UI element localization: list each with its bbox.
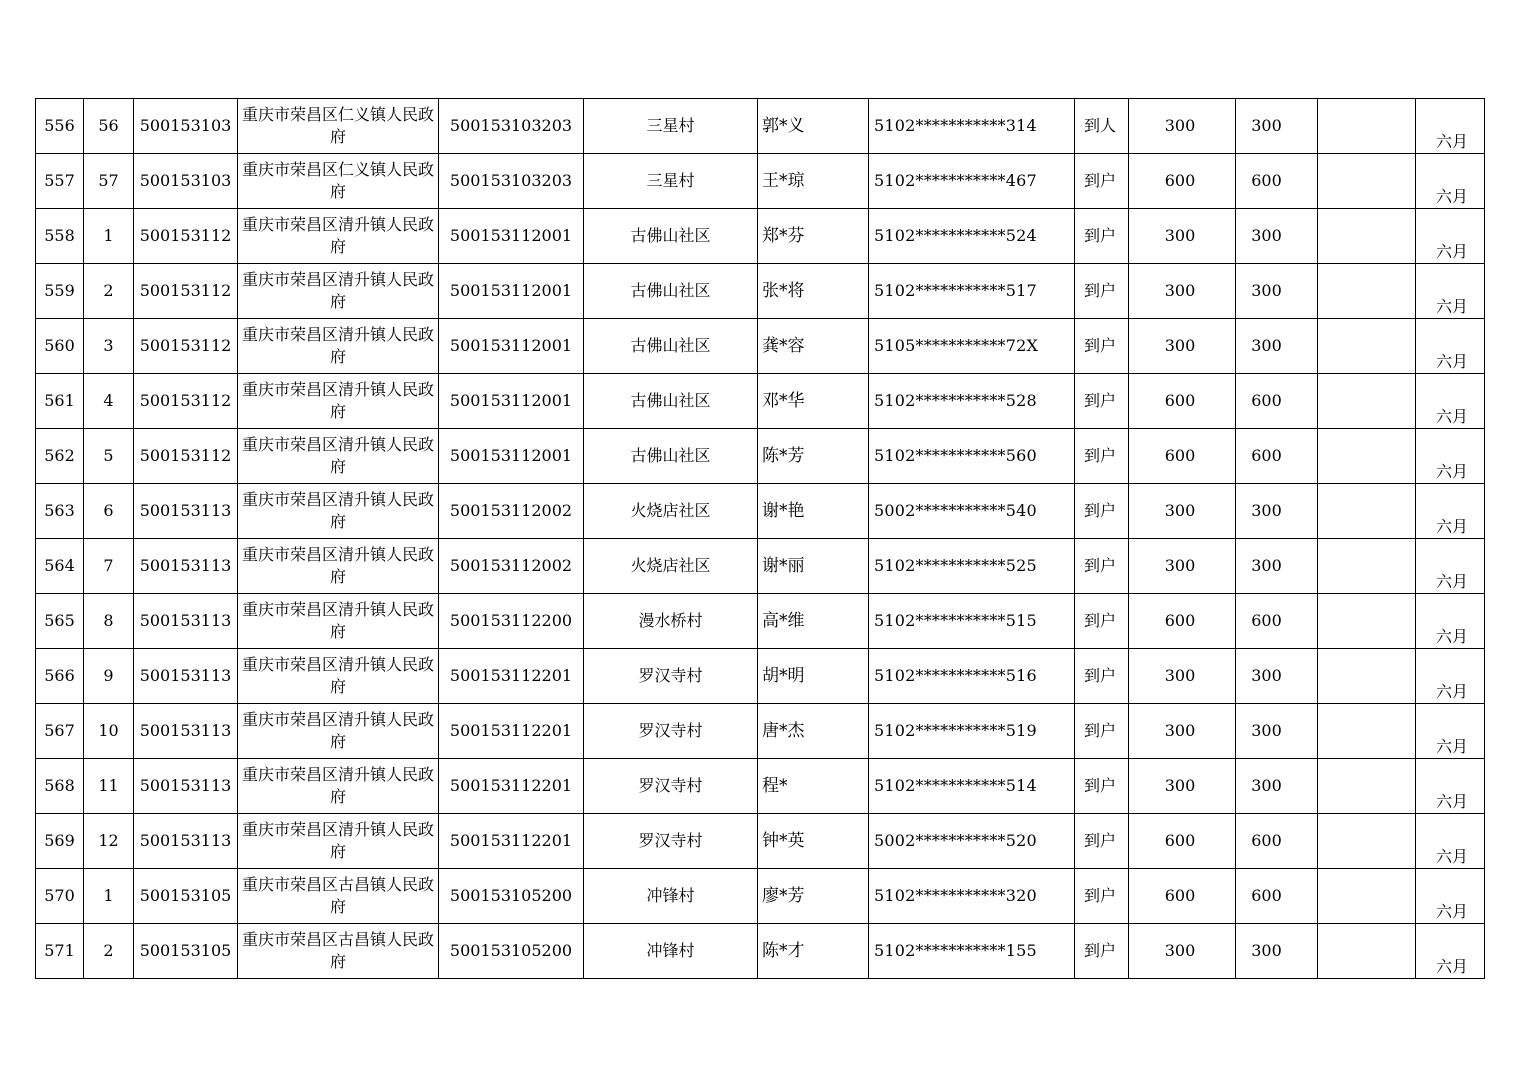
- organization-cell: 重庆市荣昌区古昌镇人民政府: [238, 869, 439, 924]
- person-name-cell: 谢*艳: [758, 484, 869, 539]
- village-code-cell: 500153103203: [439, 154, 584, 209]
- organization-cell: 重庆市荣昌区清升镇人民政府: [238, 209, 439, 264]
- sub-number-cell: 2: [84, 924, 134, 979]
- month-cell: 六月: [1416, 319, 1485, 374]
- org-code-cell: 500153113: [134, 814, 238, 869]
- table-row: [36, 814, 1485, 869]
- organization-cell: 重庆市荣昌区清升镇人民政府: [238, 429, 439, 484]
- payment-type-cell: 到户: [1075, 649, 1129, 704]
- month-cell: 六月: [1416, 759, 1485, 814]
- table-row: [36, 924, 1485, 979]
- org-code-cell: 500153103: [134, 99, 238, 154]
- sub-number-cell: 6: [84, 484, 134, 539]
- amount-cell: 300: [1129, 924, 1236, 979]
- serial-number-cell: 571: [36, 924, 84, 979]
- payment-type-cell: 到户: [1075, 209, 1129, 264]
- id-number-cell: 5102***********314: [869, 99, 1075, 154]
- organization-cell: 重庆市荣昌区清升镇人民政府: [238, 319, 439, 374]
- note-cell: [1318, 814, 1416, 869]
- village-code-cell: 500153105200: [439, 924, 584, 979]
- paid-amount-cell: 300: [1236, 649, 1318, 704]
- note-cell: [1318, 209, 1416, 264]
- village-cell: 古佛山社区: [584, 374, 758, 429]
- sub-number-cell: 12: [84, 814, 134, 869]
- village-cell: 古佛山社区: [584, 319, 758, 374]
- payment-type-cell: 到户: [1075, 484, 1129, 539]
- paid-amount-cell: 600: [1236, 594, 1318, 649]
- org-code-cell: 500153113: [134, 539, 238, 594]
- organization-cell: 重庆市荣昌区清升镇人民政府: [238, 814, 439, 869]
- note-cell: [1318, 649, 1416, 704]
- note-cell: [1318, 759, 1416, 814]
- month-cell: 六月: [1416, 594, 1485, 649]
- village-code-cell: 500153105200: [439, 869, 584, 924]
- organization-cell: 重庆市荣昌区古昌镇人民政府: [238, 924, 439, 979]
- month-cell: 六月: [1416, 814, 1485, 869]
- serial-number-cell: 567: [36, 704, 84, 759]
- sub-number-cell: 3: [84, 319, 134, 374]
- person-name-cell: 龚*容: [758, 319, 869, 374]
- month-cell: 六月: [1416, 539, 1485, 594]
- amount-cell: 600: [1129, 154, 1236, 209]
- id-number-cell: 5102***********155: [869, 924, 1075, 979]
- organization-cell: 重庆市荣昌区清升镇人民政府: [238, 759, 439, 814]
- table-row: [36, 649, 1485, 704]
- serial-number-cell: 559: [36, 264, 84, 319]
- month-cell: 六月: [1416, 869, 1485, 924]
- id-number-cell: 5102***********560: [869, 429, 1075, 484]
- month-cell: 六月: [1416, 154, 1485, 209]
- paid-amount-cell: 300: [1236, 704, 1318, 759]
- note-cell: [1318, 319, 1416, 374]
- org-code-cell: 500153112: [134, 209, 238, 264]
- amount-cell: 300: [1129, 649, 1236, 704]
- paid-amount-cell: 600: [1236, 814, 1318, 869]
- amount-cell: 300: [1129, 539, 1236, 594]
- village-code-cell: 500153103203: [439, 99, 584, 154]
- serial-number-cell: 566: [36, 649, 84, 704]
- organization-cell: 重庆市荣昌区清升镇人民政府: [238, 264, 439, 319]
- serial-number-cell: 570: [36, 869, 84, 924]
- organization-cell: 重庆市荣昌区清升镇人民政府: [238, 649, 439, 704]
- payment-type-cell: 到户: [1075, 924, 1129, 979]
- id-number-cell: 5102***********519: [869, 704, 1075, 759]
- id-number-cell: 5002***********520: [869, 814, 1075, 869]
- paid-amount-cell: 300: [1236, 484, 1318, 539]
- month-cell: 六月: [1416, 924, 1485, 979]
- serial-number-cell: 569: [36, 814, 84, 869]
- serial-number-cell: 556: [36, 99, 84, 154]
- payment-type-cell: 到户: [1075, 704, 1129, 759]
- paid-amount-cell: 300: [1236, 209, 1318, 264]
- amount-cell: 600: [1129, 429, 1236, 484]
- organization-cell: 重庆市荣昌区仁义镇人民政府: [238, 99, 439, 154]
- month-cell: 六月: [1416, 704, 1485, 759]
- amount-cell: 300: [1129, 209, 1236, 264]
- village-cell: 火烧店社区: [584, 484, 758, 539]
- sub-number-cell: 7: [84, 539, 134, 594]
- id-number-cell: 5102***********514: [869, 759, 1075, 814]
- payment-type-cell: 到户: [1075, 759, 1129, 814]
- org-code-cell: 500153112: [134, 374, 238, 429]
- month-cell: 六月: [1416, 649, 1485, 704]
- village-code-cell: 500153112001: [439, 319, 584, 374]
- table-row: [36, 319, 1485, 374]
- organization-cell: 重庆市荣昌区清升镇人民政府: [238, 374, 439, 429]
- id-number-cell: 5002***********540: [869, 484, 1075, 539]
- village-code-cell: 500153112001: [439, 209, 584, 264]
- table-row: [36, 704, 1485, 759]
- note-cell: [1318, 924, 1416, 979]
- id-number-cell: 5102***********517: [869, 264, 1075, 319]
- village-cell: 冲锋村: [584, 869, 758, 924]
- note-cell: [1318, 539, 1416, 594]
- table-body: [36, 99, 1485, 979]
- month-cell: 六月: [1416, 374, 1485, 429]
- organization-cell: 重庆市荣昌区清升镇人民政府: [238, 539, 439, 594]
- payment-type-cell: 到人: [1075, 99, 1129, 154]
- id-number-cell: 5102***********524: [869, 209, 1075, 264]
- paid-amount-cell: 300: [1236, 319, 1318, 374]
- org-code-cell: 500153103: [134, 154, 238, 209]
- table-row: [36, 429, 1485, 484]
- sub-number-cell: 57: [84, 154, 134, 209]
- village-code-cell: 500153112201: [439, 704, 584, 759]
- amount-cell: 600: [1129, 814, 1236, 869]
- payment-type-cell: 到户: [1075, 594, 1129, 649]
- amount-cell: 300: [1129, 264, 1236, 319]
- table-row: [36, 264, 1485, 319]
- table-row: [36, 484, 1485, 539]
- id-number-cell: 5102***********320: [869, 869, 1075, 924]
- payment-type-cell: 到户: [1075, 539, 1129, 594]
- village-cell: 漫水桥村: [584, 594, 758, 649]
- note-cell: [1318, 704, 1416, 759]
- village-code-cell: 500153112002: [439, 484, 584, 539]
- serial-number-cell: 565: [36, 594, 84, 649]
- person-name-cell: 谢*丽: [758, 539, 869, 594]
- village-cell: 三星村: [584, 154, 758, 209]
- note-cell: [1318, 429, 1416, 484]
- amount-cell: 300: [1129, 484, 1236, 539]
- serial-number-cell: 560: [36, 319, 84, 374]
- org-code-cell: 500153113: [134, 484, 238, 539]
- paid-amount-cell: 300: [1236, 759, 1318, 814]
- serial-number-cell: 563: [36, 484, 84, 539]
- person-name-cell: 胡*明: [758, 649, 869, 704]
- table-row: [36, 99, 1485, 154]
- id-number-cell: 5105***********72X: [869, 319, 1075, 374]
- table-row: [36, 539, 1485, 594]
- note-cell: [1318, 99, 1416, 154]
- paid-amount-cell: 300: [1236, 99, 1318, 154]
- payment-type-cell: 到户: [1075, 429, 1129, 484]
- person-name-cell: 程*: [758, 759, 869, 814]
- org-code-cell: 500153112: [134, 264, 238, 319]
- amount-cell: 300: [1129, 319, 1236, 374]
- person-name-cell: 郭*义: [758, 99, 869, 154]
- month-cell: 六月: [1416, 264, 1485, 319]
- payment-type-cell: 到户: [1075, 319, 1129, 374]
- org-code-cell: 500153112: [134, 319, 238, 374]
- village-code-cell: 500153112200: [439, 594, 584, 649]
- org-code-cell: 500153112: [134, 429, 238, 484]
- note-cell: [1318, 594, 1416, 649]
- org-code-cell: 500153113: [134, 704, 238, 759]
- org-code-cell: 500153113: [134, 594, 238, 649]
- org-code-cell: 500153113: [134, 759, 238, 814]
- person-name-cell: 钟*英: [758, 814, 869, 869]
- village-code-cell: 500153112201: [439, 759, 584, 814]
- org-code-cell: 500153105: [134, 924, 238, 979]
- sub-number-cell: 8: [84, 594, 134, 649]
- note-cell: [1318, 869, 1416, 924]
- serial-number-cell: 564: [36, 539, 84, 594]
- org-code-cell: 500153105: [134, 869, 238, 924]
- village-code-cell: 500153112001: [439, 429, 584, 484]
- village-cell: 火烧店社区: [584, 539, 758, 594]
- village-cell: 古佛山社区: [584, 264, 758, 319]
- serial-number-cell: 562: [36, 429, 84, 484]
- payment-type-cell: 到户: [1075, 869, 1129, 924]
- person-name-cell: 高*维: [758, 594, 869, 649]
- note-cell: [1318, 264, 1416, 319]
- sub-number-cell: 10: [84, 704, 134, 759]
- village-cell: 罗汉寺村: [584, 759, 758, 814]
- village-code-cell: 500153112201: [439, 814, 584, 869]
- paid-amount-cell: 600: [1236, 429, 1318, 484]
- amount-cell: 300: [1129, 759, 1236, 814]
- sub-number-cell: 5: [84, 429, 134, 484]
- month-cell: 六月: [1416, 429, 1485, 484]
- id-number-cell: 5102***********516: [869, 649, 1075, 704]
- paid-amount-cell: 600: [1236, 869, 1318, 924]
- person-name-cell: 郑*芬: [758, 209, 869, 264]
- serial-number-cell: 561: [36, 374, 84, 429]
- person-name-cell: 唐*杰: [758, 704, 869, 759]
- village-cell: 三星村: [584, 99, 758, 154]
- payment-type-cell: 到户: [1075, 374, 1129, 429]
- village-cell: 罗汉寺村: [584, 704, 758, 759]
- amount-cell: 600: [1129, 374, 1236, 429]
- sub-number-cell: 1: [84, 869, 134, 924]
- org-code-cell: 500153113: [134, 649, 238, 704]
- person-name-cell: 王*琼: [758, 154, 869, 209]
- table-row: [36, 759, 1485, 814]
- note-cell: [1318, 374, 1416, 429]
- person-name-cell: 陈*才: [758, 924, 869, 979]
- serial-number-cell: 557: [36, 154, 84, 209]
- village-cell: 冲锋村: [584, 924, 758, 979]
- subsidy-table: [35, 98, 1485, 979]
- village-code-cell: 500153112001: [439, 374, 584, 429]
- sub-number-cell: 1: [84, 209, 134, 264]
- person-name-cell: 张*将: [758, 264, 869, 319]
- table-row: [36, 594, 1485, 649]
- paid-amount-cell: 300: [1236, 264, 1318, 319]
- sub-number-cell: 11: [84, 759, 134, 814]
- amount-cell: 600: [1129, 594, 1236, 649]
- person-name-cell: 陈*芳: [758, 429, 869, 484]
- id-number-cell: 5102***********525: [869, 539, 1075, 594]
- village-code-cell: 500153112201: [439, 649, 584, 704]
- paid-amount-cell: 600: [1236, 374, 1318, 429]
- village-code-cell: 500153112002: [439, 539, 584, 594]
- amount-cell: 600: [1129, 869, 1236, 924]
- month-cell: 六月: [1416, 484, 1485, 539]
- person-name-cell: 邓*华: [758, 374, 869, 429]
- serial-number-cell: 558: [36, 209, 84, 264]
- id-number-cell: 5102***********515: [869, 594, 1075, 649]
- village-code-cell: 500153112001: [439, 264, 584, 319]
- sub-number-cell: 56: [84, 99, 134, 154]
- id-number-cell: 5102***********467: [869, 154, 1075, 209]
- month-cell: 六月: [1416, 209, 1485, 264]
- village-cell: 罗汉寺村: [584, 814, 758, 869]
- payment-type-cell: 到户: [1075, 264, 1129, 319]
- organization-cell: 重庆市荣昌区仁义镇人民政府: [238, 154, 439, 209]
- note-cell: [1318, 484, 1416, 539]
- table-row: [36, 209, 1485, 264]
- payment-type-cell: 到户: [1075, 154, 1129, 209]
- paid-amount-cell: 600: [1236, 154, 1318, 209]
- organization-cell: 重庆市荣昌区清升镇人民政府: [238, 484, 439, 539]
- village-cell: 古佛山社区: [584, 429, 758, 484]
- serial-number-cell: 568: [36, 759, 84, 814]
- paid-amount-cell: 300: [1236, 924, 1318, 979]
- table-row: [36, 374, 1485, 429]
- organization-cell: 重庆市荣昌区清升镇人民政府: [238, 594, 439, 649]
- payment-type-cell: 到户: [1075, 814, 1129, 869]
- month-cell: 六月: [1416, 99, 1485, 154]
- id-number-cell: 5102***********528: [869, 374, 1075, 429]
- paid-amount-cell: 300: [1236, 539, 1318, 594]
- note-cell: [1318, 154, 1416, 209]
- table-row: [36, 154, 1485, 209]
- amount-cell: 300: [1129, 99, 1236, 154]
- person-name-cell: 廖*芳: [758, 869, 869, 924]
- amount-cell: 300: [1129, 704, 1236, 759]
- sub-number-cell: 2: [84, 264, 134, 319]
- table-row: [36, 869, 1485, 924]
- village-cell: 古佛山社区: [584, 209, 758, 264]
- village-cell: 罗汉寺村: [584, 649, 758, 704]
- organization-cell: 重庆市荣昌区清升镇人民政府: [238, 704, 439, 759]
- sub-number-cell: 4: [84, 374, 134, 429]
- sub-number-cell: 9: [84, 649, 134, 704]
